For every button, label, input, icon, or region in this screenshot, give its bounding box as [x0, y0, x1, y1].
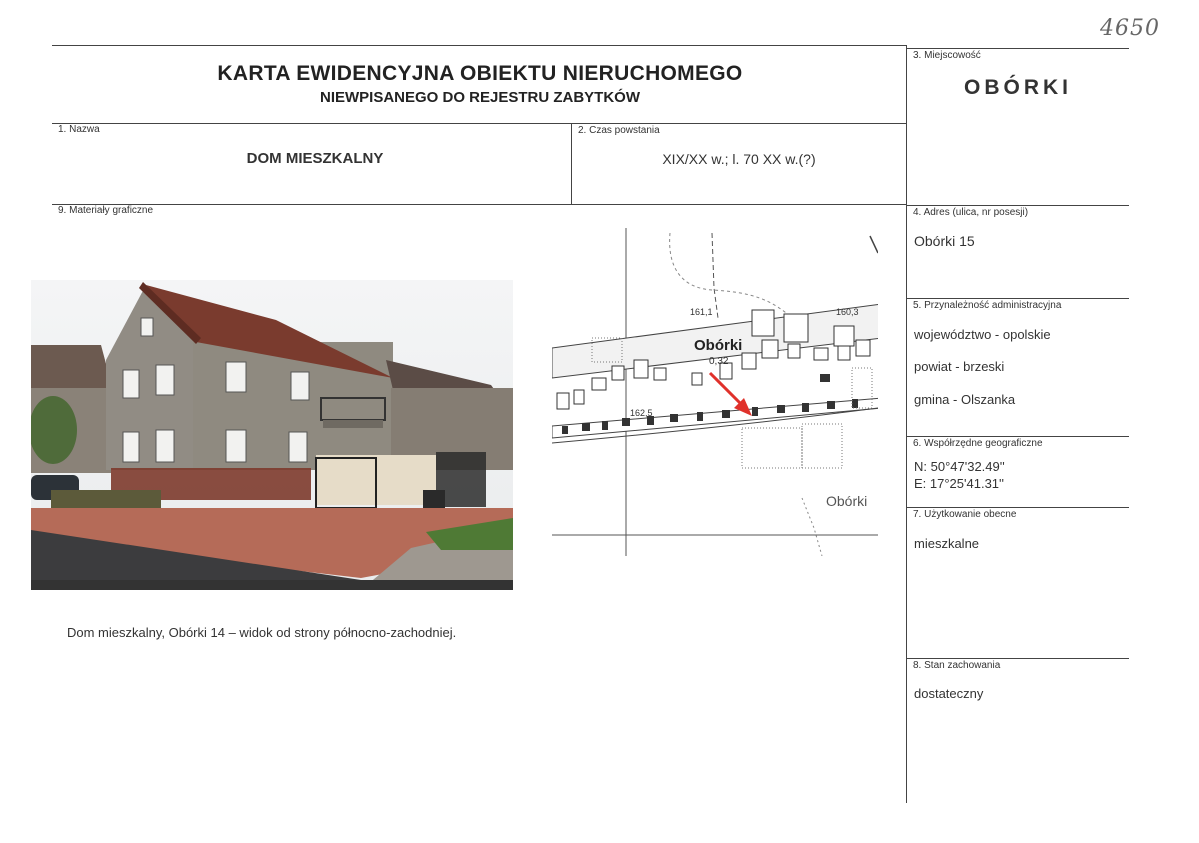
map-elevation-3: 0,32: [709, 356, 729, 367]
commune-value: gmina - Olszanka: [914, 392, 1016, 407]
house-photo: [31, 280, 513, 590]
coordinates-label: 6. Współrzędne geograficzne: [913, 438, 1043, 449]
condition-value: dostateczny: [914, 686, 984, 701]
row5-border: [907, 298, 1129, 299]
handwritten-number: 4650: [1100, 16, 1160, 41]
card-title: KARTA EWIDENCYJNA OBIEKTU NIERUCHOMEGO: [217, 62, 743, 85]
graphics-label: 9. Materiały graficzne: [58, 205, 154, 216]
voivodeship-value: województwo - opolskie: [914, 327, 1051, 342]
name-bottom-border: [52, 204, 907, 205]
county-value: powiat - brzeski: [914, 359, 1005, 374]
place-label: 3. Miejscowość: [913, 50, 981, 61]
map-elevation-4: 162,5: [630, 408, 653, 418]
map-place-label-2: Obórki: [826, 493, 868, 509]
map-elevation-2: 160,3: [836, 307, 859, 317]
usage-label: 7. Użytkowanie obecne: [913, 509, 1017, 520]
address-label: 4. Adres (ulica, nr posesji): [913, 207, 1029, 218]
location-map: [552, 228, 878, 556]
map-place-label: Obórki: [694, 337, 743, 354]
map-elevation-1: 161,1: [690, 307, 713, 317]
row4-border: [907, 205, 1129, 206]
title-bottom-border: [52, 123, 907, 124]
latitude-value: N: 50°47'32.49'': [914, 459, 1005, 474]
date-value: XIX/XX w.; l. 70 XX w.(?): [662, 151, 816, 167]
row6-border: [907, 436, 1129, 437]
date-label: 2. Czas powstania: [578, 125, 660, 136]
usage-value: mieszkalne: [914, 536, 980, 551]
top-border: [52, 45, 907, 46]
address-value: Obórki 15: [914, 233, 975, 249]
photo-caption: Dom mieszkalny, Obórki 14 – widok od strony północno-zachodniej.: [67, 625, 457, 640]
card-subtitle: NIEWPISANEGO DO REJESTRU ZABYTKÓW: [319, 89, 641, 106]
place-value: OBÓRKI: [964, 76, 1072, 99]
top-border-right: [907, 48, 1129, 49]
row7-border: [907, 507, 1129, 508]
right-column-divider: [906, 45, 907, 803]
condition-label: 8. Stan zachowania: [913, 660, 1001, 671]
longitude-value: E: 17°25'41.31'': [914, 476, 1004, 491]
row8-border: [907, 658, 1129, 659]
name-label: 1. Nazwa: [58, 124, 100, 135]
name-value: DOM MIESZKALNY: [246, 150, 384, 167]
admin-label: 5. Przynależność administracyjna: [913, 300, 1062, 311]
